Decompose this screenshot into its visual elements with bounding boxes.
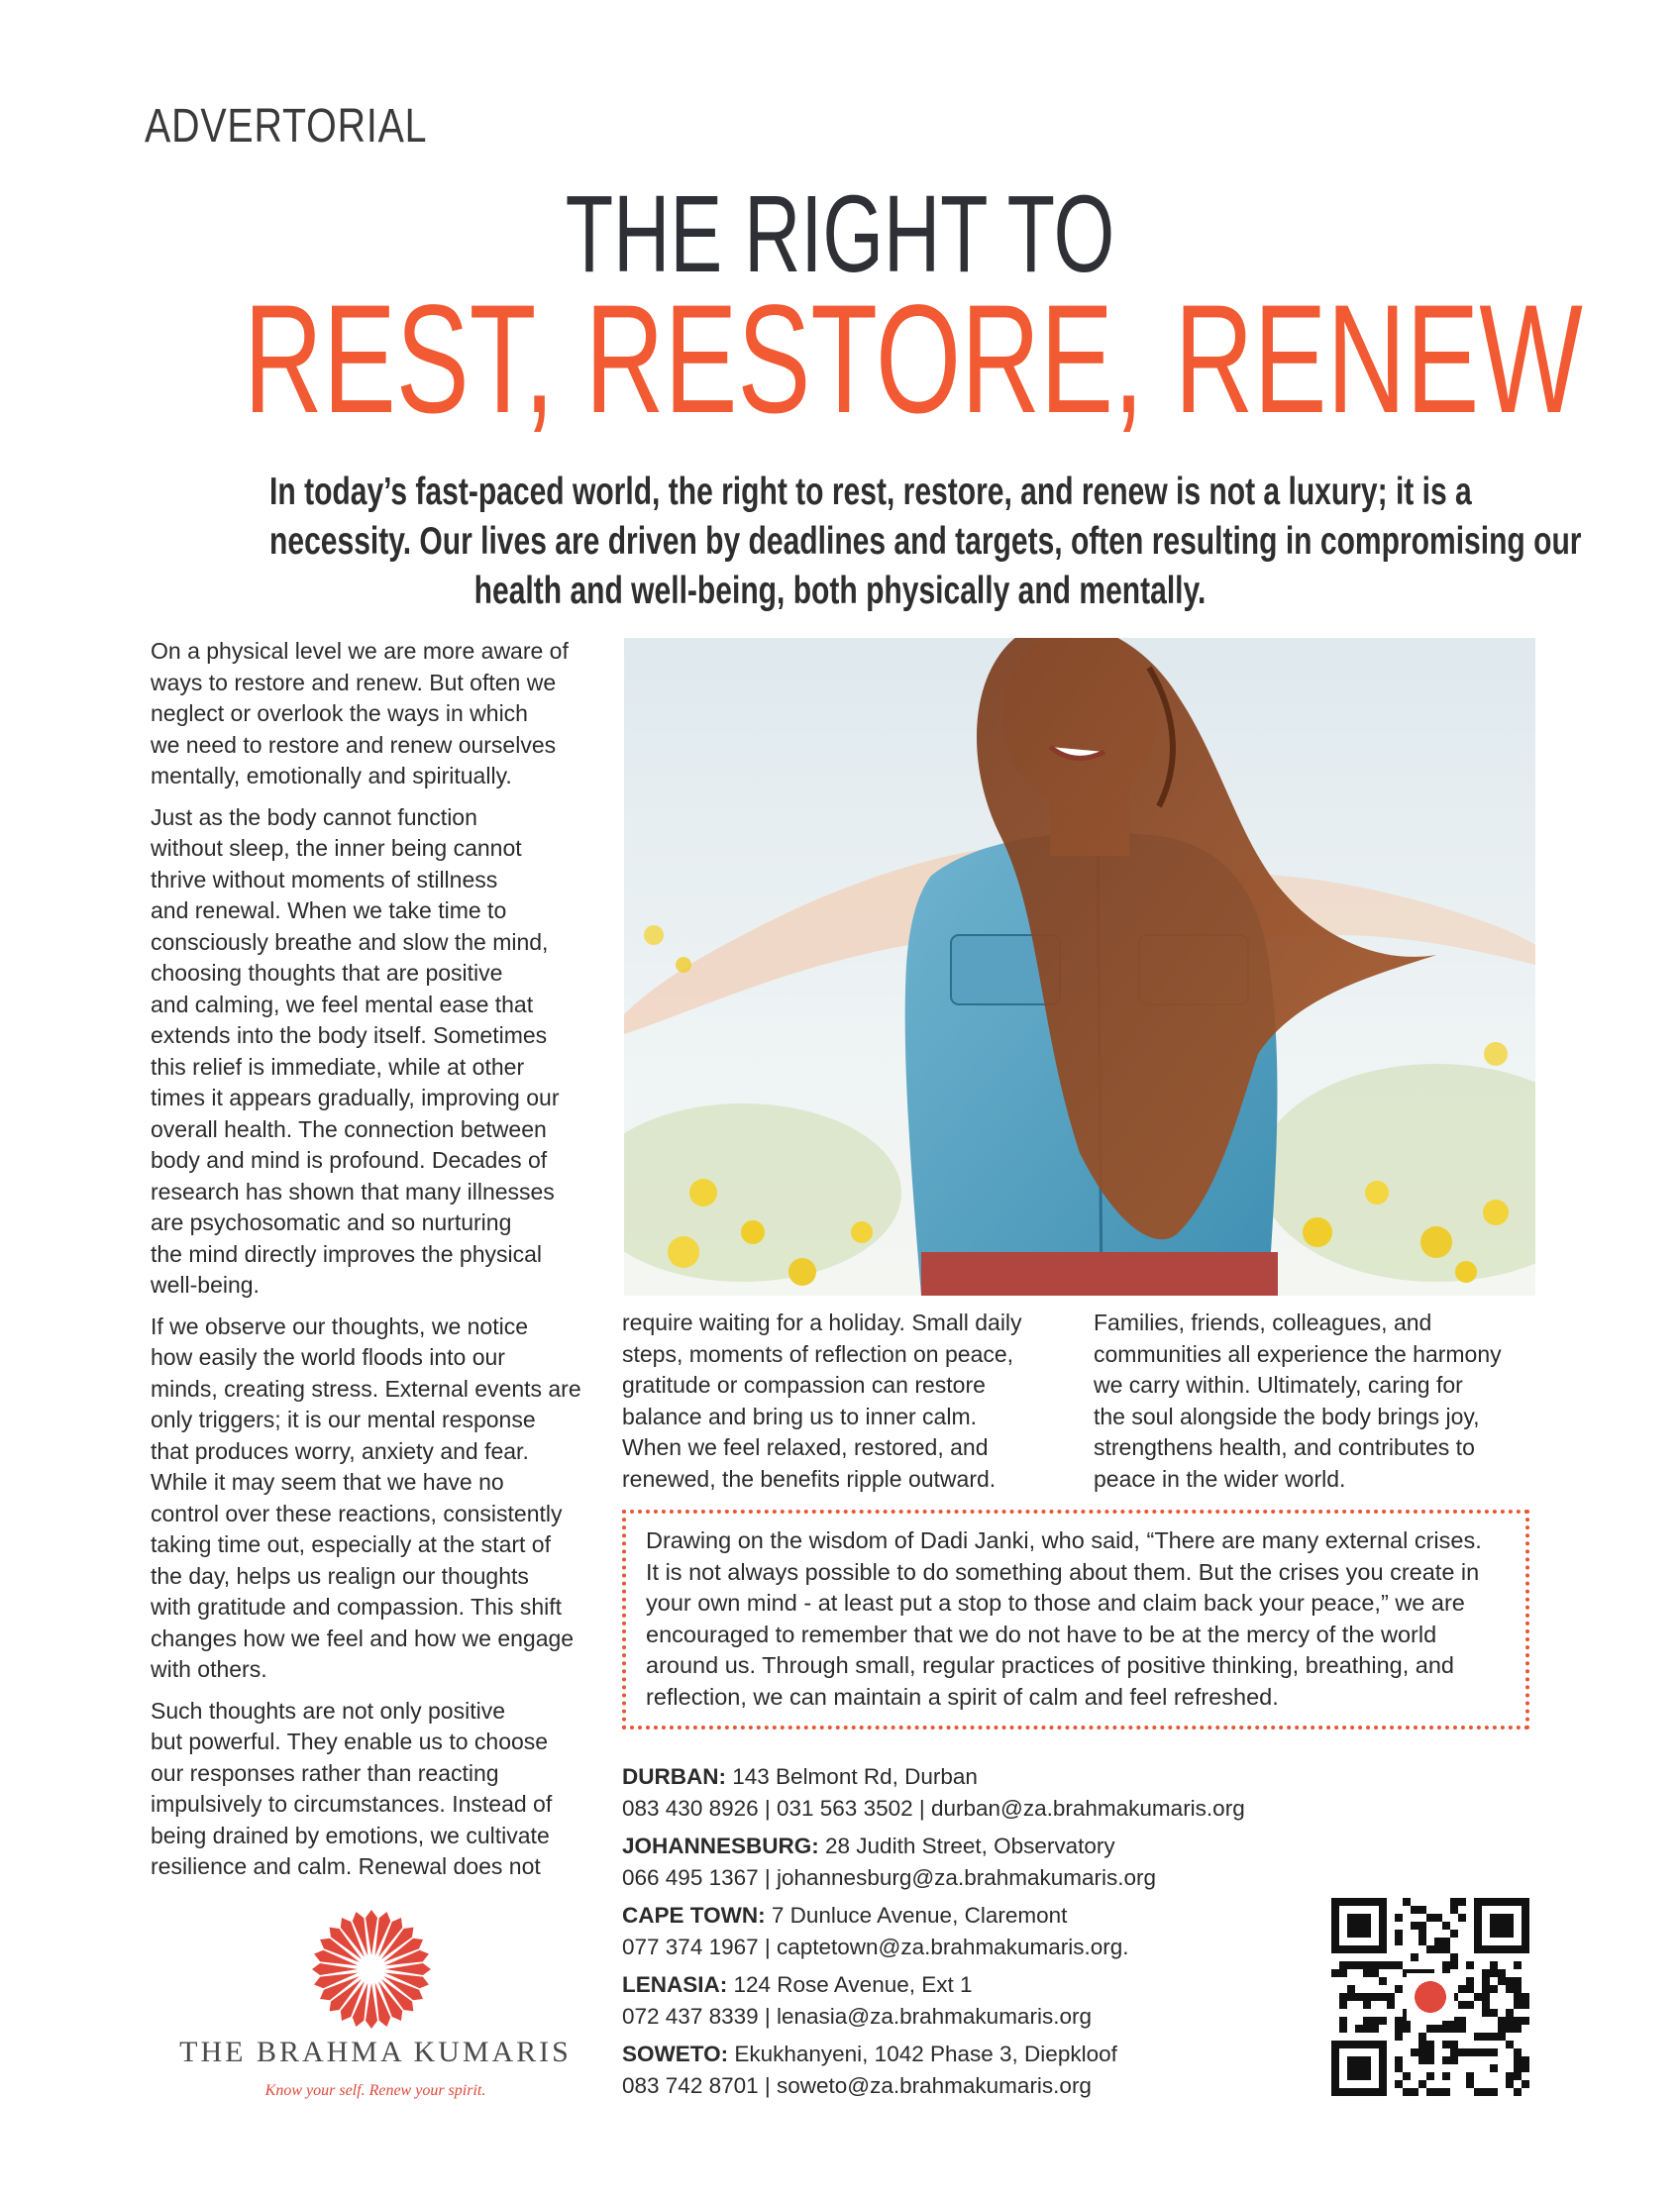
body-line: with others. [151,1656,267,1682]
body-line: Just as the body cannot function [151,803,477,830]
body-line: Families, friends, colleagues, and [1094,1310,1432,1335]
body-line: steps, moments of reflection on peace, [622,1340,1014,1367]
contact-details[interactable]: 083 430 8926 | 031 563 3502 | durban@za.brahmakumaris.org [622,1796,1245,1821]
body-line: thrive without moments of stillness [151,866,498,892]
body-line: ways to restore and renew. But often we [151,669,557,695]
logo-ray [366,1910,377,1955]
contact-address: 7 Dunluce Avenue, Claremont [765,1903,1068,1928]
body-line: balance and bring us to inner calm. [622,1403,977,1429]
contact-city: CAPE TOWN: [622,1903,766,1928]
body-line: and renewal. When we take time to [151,897,507,923]
body-line: this relief is immediate, while at other [151,1053,525,1080]
body-line: but powerful. They enable us to choose [151,1729,549,1754]
body-line: minds, creating stress. External events are [151,1375,581,1402]
body-line: the day, helps us realign our thoughts [151,1562,529,1589]
body-line: with gratitude and compassion. This shift [151,1594,563,1620]
body-line: strengthens health, and contributes to [1094,1434,1475,1460]
body-line: mentally, emotionally and spiritually. [151,763,512,788]
body-line: Such thoughts are not only positive [151,1697,506,1724]
logo-ray [385,1963,431,1975]
body-line: we carry within. Ultimately, caring for [1094,1372,1463,1398]
body-paragraph-3 [151,1311,586,1686]
quote-line: your own mind - at least put a stop to those and claim back your peace,” we are [646,1590,1465,1616]
quote-line: It is not always possible to do something about them. But the crises you create in [646,1558,1480,1585]
contact-city: SOWETO: [622,2042,729,2066]
body-line: overall health. The connection between [151,1115,547,1142]
quote-line: encouraged to remember that we do not have to be at the mercy of the world [646,1621,1437,1647]
body-line: control over these reactions, consistently [151,1500,563,1526]
body-paragraph-1 [151,636,586,792]
body-line: communities all experience the harmony [1094,1340,1502,1367]
body-line: renewed, the benefits ripple outward. [622,1465,997,1492]
body-line: our responses rather than reacting [151,1759,499,1786]
contact-address: 124 Rose Avenue, Ext 1 [727,1972,973,1997]
contact-lenasia [622,1969,1236,2033]
contact-city: LENASIA: [622,1972,728,1997]
quote-line: reflection, we can maintain a spirit of calm and feel refreshed. [646,1683,1279,1710]
brahma-kumaris-logo [158,1910,584,2034]
body-paragraph-2 [151,802,586,1302]
body-line: While it may seem that we have no [151,1469,504,1495]
body-line: the soul alongside the body brings joy, [1094,1403,1480,1429]
contact-johannesburg [622,1831,1236,1894]
contact-soweto [622,2039,1236,2102]
contact-city: DURBAN: [622,1764,726,1789]
lead-paragraph [99,468,1581,616]
body-line: we need to restore and renew ourselves [151,731,557,758]
contact-details[interactable]: 077 374 1967 | captetown@za.brahmakumaris.org. [622,1935,1129,1959]
lead-line: In today’s fast-paced world, the right to rest, restore, and renew is not a luxury; it is a [269,471,1472,513]
body-line: impulsively to circumstances. Instead of [151,1791,553,1817]
body-line: times it appears gradually, improving our [151,1085,560,1110]
lead-line: health and well-being, both physically and mentally. [473,570,1207,612]
contact-address: Ekukhanyeni, 1042 Phase 3, Diepkloof [728,2042,1117,2066]
contact-city: JOHANNESBURG: [622,1834,819,1858]
headline-line-1: THE RIGHT TO [565,173,1115,295]
body-column-3 [1094,1308,1529,1495]
contact-details[interactable]: 072 437 8339 | lenasia@za.brahmakumaris.org [622,2004,1092,2029]
hero-photo [624,638,1535,1296]
headline-line-2: REST, RESTORE, RENEW [243,273,1583,446]
body-line: that produces worry, anxiety and fear. [151,1437,529,1464]
body-line: choosing thoughts that are positive [151,960,503,986]
body-line: and calming, we feel mental ease that [151,991,534,1017]
quote-text [646,1525,1518,1713]
quote-line: around us. Through small, regular practices of positive thinking, breathing, and [646,1652,1455,1678]
contact-details[interactable]: 066 495 1367 | johannesburg@za.brahmakumaris.org [622,1865,1157,1890]
section-kicker: ADVERTORIAL [145,100,428,153]
body-line: gratitude or compassion can restore [622,1372,986,1398]
body-line: the mind directly improves the physical [151,1240,542,1267]
body-line: peace in the wider world. [1094,1465,1346,1492]
qr-code-icon[interactable] [1331,1898,1529,2096]
contact-cape-town [622,1900,1236,1963]
body-line: are psychosomatic and so nurturing [151,1209,512,1235]
qr-code-graphic [1331,1898,1529,2096]
body-line: require waiting for a holiday. Small daily [622,1310,1022,1335]
contact-details[interactable]: 083 742 8701 | soweto@za.brahmakumaris.org [622,2073,1092,2098]
logo-ray [312,1963,358,1975]
contact-list [622,1761,1245,2108]
body-line: taking time out, especially at the start of [151,1531,551,1557]
logo-ray [366,1983,377,2029]
body-line: If we observe our thoughts, we notice [151,1312,528,1339]
body-line: resilience and calm. Renewal does not [151,1853,541,1879]
body-line: changes how we feel and how we engage [151,1625,575,1651]
body-line: how easily the world floods into our [151,1344,505,1370]
body-line: When we feel relaxed, restored, and [622,1434,989,1460]
logo-name: THE BRAHMA KUMARIS [179,2036,572,2068]
quote-line: Drawing on the wisdom of Dadi Janki, who said, “There are many external crises. [646,1527,1482,1553]
body-line: only triggers; it is our mental response [151,1407,536,1432]
body-line: being drained by emotions, we cultivate [151,1822,550,1848]
lead-line: necessity. Our lives are driven by deadlines and targets, often resulting in compromising our [269,520,1582,563]
body-line: consciously breathe and slow the mind, [151,928,549,955]
body-paragraph-4 [151,1696,586,1883]
body-line: extends into the body itself. Sometimes [151,1022,548,1048]
logo-tagline: Know your self. Renew your spirit. [264,2082,486,2099]
body-line: well-being. [151,1272,260,1298]
body-column-1 [151,636,586,1893]
body-column-2 [622,1308,1058,1495]
woman-in-field-image [624,638,1535,1296]
contact-durban [622,1761,1245,1825]
body-line: without sleep, the inner being cannot [151,835,522,861]
body-line: body and mind is profound. Decades of [151,1147,548,1173]
contact-address: 28 Judith Street, Observatory [818,1834,1115,1858]
body-line: neglect or overlook the ways in which [151,700,528,726]
body-line: research has shown that many illnesses [151,1178,555,1205]
body-line: On a physical level we are more aware of [151,638,569,664]
contact-address: 143 Belmont Rd, Durban [726,1764,978,1789]
sunburst-logo-icon [158,1910,584,2029]
